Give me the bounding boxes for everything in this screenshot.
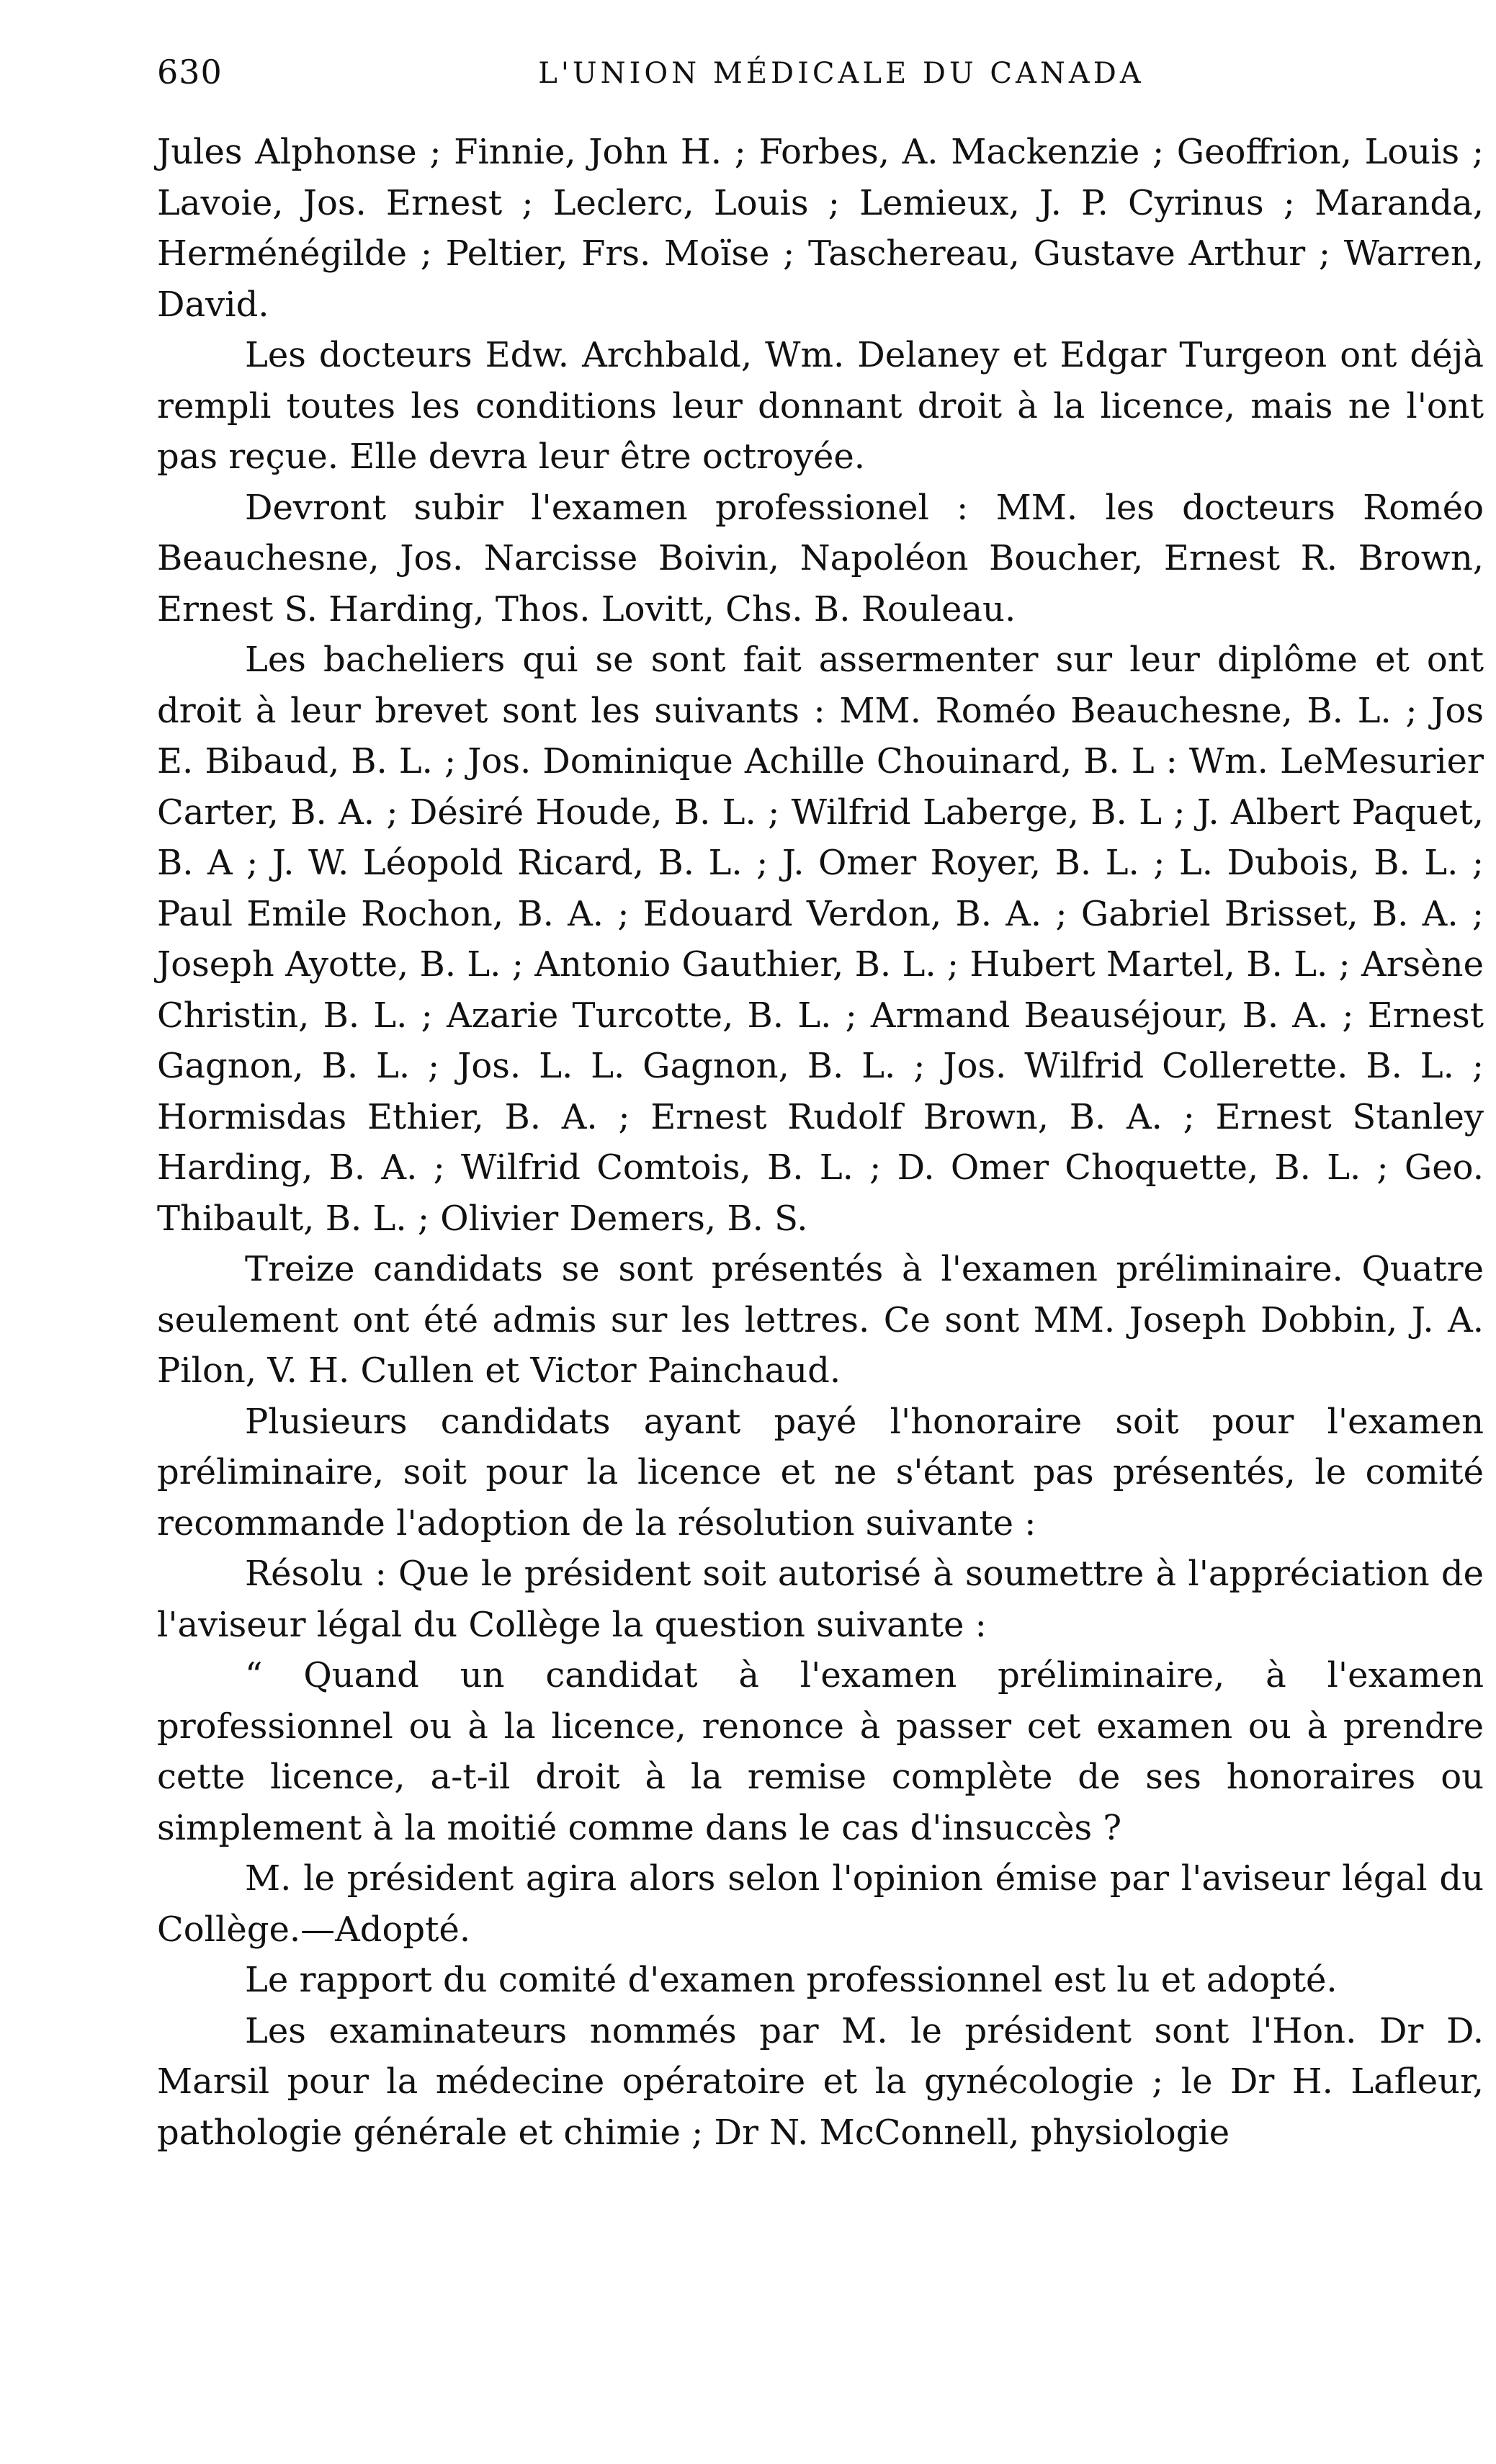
- paragraph-fees-committee: Plusieurs candidats ayant payé l'honoraire soit pour l'examen préliminaire, soit pour la licence et ne s'étant pas présentés, le comité recommande l'adoption de la résolution suivante :: [157, 1401, 1484, 1544]
- page-number: 630: [157, 53, 223, 91]
- paragraph-bachelors-list: Les bacheliers qui se sont fait assermenter sur leur diplôme et ont droit à leur brevet sont les suivants : MM. Roméo Beauchesne, B. L. ; Jos E. Bibaud, B. L. ; Jos. Dominique Achille Chouinard, B. L : Wm. LeMesurier Carter, B. A. ; Désiré Houde, B. L. ; Wilfrid Laberge, B. L ; J. Albert Paquet, B. A ; J. W. Léopold Ricard, B. L. ; J. Omer Royer, B. L. ; L. Dubois, B. L. ; Paul Emile Rochon, B. A. ; Edouard Verdon, B. A. ; Gabriel Brisset, B. A. ; Joseph Ayotte, B. L. ; Antonio Gauthier, B. L. ; Hubert Martel, B. L. ; Arsène Christin, B. L. ; Azarie Turcotte, B. L. ; Armand Beauséjour, B. A. ; Ernest Gagnon, B. L. ; Jos. L. L. Gagnon, B. L. ; Jos. Wilfrid Collerette. B. L. ; Hormisdas Ethier, B. A. ; Ernest Rudolf Brown, B. A. ; Ernest Stanley Harding, B. A. ; Wilfrid Comtois, B. L. ; D. Omer Choquette, B. L. ; Geo. Thibault, B. L. ; Olivier Demers, B. S.: [157, 640, 1484, 1239]
- paragraph-preliminary-exam: Treize candidats se sont présentés à l'examen préliminaire. Quatre seulement ont été admis sur les lettres. Ce sont MM. Joseph Dobbin, J. A. Pilon, V. H. Cullen et Victor Painchaud.: [157, 1249, 1484, 1391]
- paragraph-question-quote: “ Quand un candidat à l'examen préliminaire, à l'examen professionnel ou à la licence, renonce à passer cet examen ou à prendre cette licence, a-t-il droit à la remise complète de ses honoraires ou simplement à la moitié comme dans le cas d'insuccès ?: [157, 1655, 1484, 1848]
- paragraph-professional-exam: Devront subir l'examen professionel : MM. les docteurs Roméo Beauchesne, Jos. Narcisse Boivin, Napoléon Boucher, Ernest R. Brown, Ernest S. Harding, Thos. Lovitt, Chs. B. Rouleau.: [157, 487, 1484, 630]
- paragraph-president-action: M. le président agira alors selon l'opinion émise par l'aviseur légal du Collège.—Adopté.: [157, 1858, 1484, 1950]
- page-header: [157, 50, 1468, 94]
- paragraph-report-adopted: Le rapport du comité d'examen professionnel est lu et adopté.: [245, 1960, 1338, 2000]
- paragraph-licence-entitled: Les docteurs Edw. Archbald, Wm. Delaney et Edgar Turgeon ont déjà rempli toutes les conditions leur donnant droit à la licence, mais ne l'ont pas reçue. Elle devra leur être octroyée.: [157, 335, 1484, 477]
- running-title: L'UNION MÉDICALE DU CANADA: [538, 57, 1145, 90]
- paragraph-name-list-continuation: Jules Alphonse ; Finnie, John H. ; Forbes, A. Mackenzie ; Geoffrion, Louis ; Lavoie, Jos. Ernest ; Leclerc, Louis ; Lemieux, J. P. Cyrinus ; Maranda, Herménégilde ; Peltier, Frs. Moïse ; Taschereau, Gustave Arthur ; Warren, David.: [157, 132, 1484, 325]
- paragraph-examiners: Les examinateurs nommés par M. le président sont l'Hon. Dr D. Marsil pour la médecine opératoire et la gynécologie ; le Dr H. Lafleur, pathologie générale et chimie ; Dr N. McConnell, physiologie: [157, 2010, 1484, 2153]
- paragraph-resolution: Résolu : Que le président soit autorisé à soumettre à l'appréciation de l'aviseur légal du Collège la question suivante :: [157, 1554, 1484, 1645]
- body-text: [157, 127, 1484, 2158]
